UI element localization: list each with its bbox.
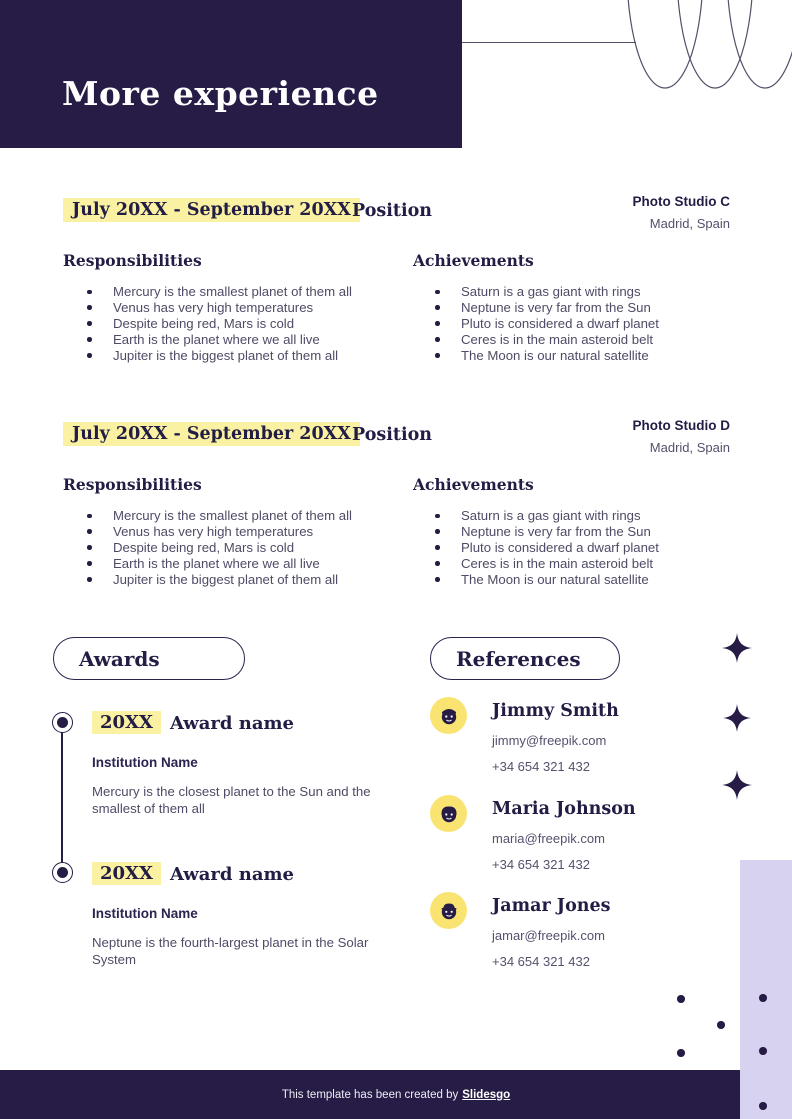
person-face-icon [438,705,460,727]
responsibilities-list [85,508,395,588]
award-name: Award name [170,713,294,734]
list-item: The Moon is our natural satellite [433,572,743,588]
award-institution: Institution Name [92,906,198,921]
company-block [633,194,730,231]
slidesgo-link[interactable]: Slidesgo [462,1088,511,1101]
list-item: Venus has very high temperatures [85,300,395,316]
responsibilities-heading: Responsibilities [63,251,202,270]
reference-phone: +34 654 321 432 [492,954,590,969]
company-name: Photo Studio C [632,194,730,209]
person-face-icon [438,803,460,825]
list-item: Earth is the planet where we all live [85,332,395,348]
list-item: Neptune is very far from the Sun [433,300,743,316]
list-item: Saturn is a gas giant with rings [433,284,743,300]
award-year: 20XX [92,862,161,885]
award-description: Mercury is the closest planet to the Sun and the smallest of them all [92,784,371,816]
footer-bar [0,1070,792,1119]
reference-name: Jimmy Smith [492,701,619,721]
avatar [430,795,467,832]
dot-decoration [759,1102,767,1110]
company-location: Madrid, Spain [649,440,730,455]
sparkle-icon [723,704,751,732]
references-heading: References [456,646,581,671]
dot-decoration [677,1049,685,1057]
reference-email: jimmy@freepik.com [492,733,607,748]
dot-decoration [677,995,685,1003]
avatar [430,892,467,929]
timeline-dot-icon [52,712,73,733]
dot-decoration [717,1021,725,1029]
avatar [430,697,467,734]
list-item: Pluto is considered a dwarf planet [433,316,743,332]
timeline-line [61,723,63,873]
responsibilities-heading: Responsibilities [63,475,202,494]
reference-phone: +34 654 321 432 [492,857,590,872]
header-block [0,0,462,148]
person-face-icon [438,900,460,922]
achievements-heading: Achievements [413,475,534,494]
footer-text: This template has been created by [281,1088,459,1101]
list-item: Ceres is in the main asteroid belt [433,556,743,572]
achievements-heading: Achievements [413,251,534,270]
award-description: Neptune is the fourth-largest planet in the Solar System [92,935,369,967]
sparkle-icon [722,770,752,800]
list-item: Jupiter is the biggest planet of them all [85,348,395,364]
award-year: 20XX [92,711,161,734]
responsibilities-list [85,284,395,364]
page-title: More experience [62,74,379,113]
timeline-dot-icon [52,862,73,883]
experience-section-1 [0,194,792,398]
awards-heading-pill [53,637,245,680]
reference-phone: +34 654 321 432 [492,759,590,774]
company-location: Madrid, Spain [649,216,730,231]
list-item: Mercury is the smallest planet of them all [85,508,395,524]
list-item: Despite being red, Mars is cold [85,316,395,332]
list-item: Neptune is very far from the Sun [433,524,743,540]
lavender-rectangle-decoration [740,860,792,1119]
list-item: The Moon is our natural satellite [433,348,743,364]
experience-date: July 20XX - September 20XX [63,198,360,222]
list-item: Saturn is a gas giant with rings [433,508,743,524]
list-item: Earth is the planet where we all live [85,556,395,572]
list-item: Venus has very high temperatures [85,524,395,540]
reference-email: jamar@freepik.com [492,928,605,943]
company-name: Photo Studio D [632,418,730,433]
experience-section-2 [0,418,792,622]
reference-email: maria@freepik.com [492,831,605,846]
list-item: Pluto is considered a dwarf planet [433,540,743,556]
achievements-list [433,508,743,588]
reference-name: Maria Johnson [492,799,636,819]
experience-date: July 20XX - September 20XX [63,422,360,446]
list-item: Mercury is the smallest planet of them all [85,284,395,300]
list-item: Despite being red, Mars is cold [85,540,395,556]
dot-decoration [759,994,767,1002]
list-item: Jupiter is the biggest planet of them all [85,572,395,588]
dot-decoration [759,1047,767,1055]
experience-position: Position [352,201,432,221]
references-heading-pill [430,637,620,680]
sparkle-icon [722,633,752,663]
award-name: Award name [170,864,294,885]
company-block [633,418,730,455]
award-institution: Institution Name [92,755,198,770]
list-item: Ceres is in the main asteroid belt [433,332,743,348]
decorative-line [462,42,636,43]
awards-heading: Awards [79,646,160,671]
achievements-list [433,284,743,364]
coils-decoration-icon [624,0,792,96]
experience-position: Position [352,425,432,445]
reference-name: Jamar Jones [492,896,611,916]
